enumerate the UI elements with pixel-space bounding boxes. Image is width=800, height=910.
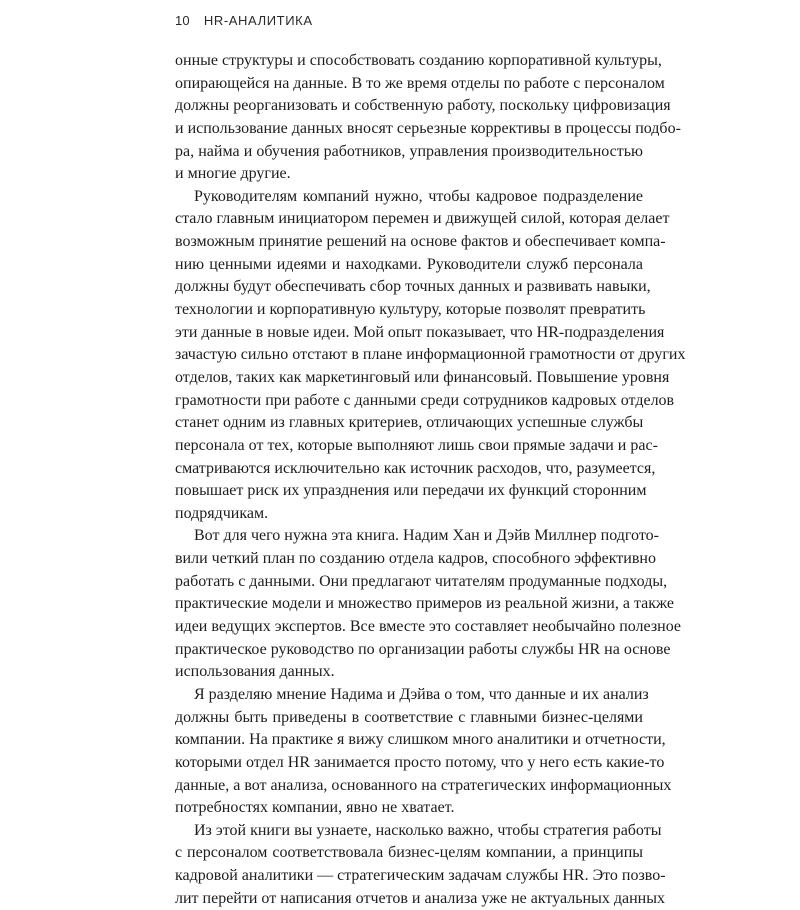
paragraph (175, 525, 682, 683)
text-line: Я разделяю мнение Надима и Дэйва о том, что данные и их анализ (194, 685, 649, 703)
body-text (175, 50, 686, 910)
text-line: и многие другие. (175, 165, 291, 183)
text-line: грамотности при работе с данными среди сотрудников кадровых отделов (175, 391, 675, 409)
running-title: HR-АНАЛИТИКА (203, 13, 313, 28)
paragraph (175, 186, 686, 526)
text-line: возможным принятие решений на основе фактов и обеспечивает компа- (175, 233, 666, 251)
text-line: Руководителям компаний нужно, чтобы кадровое подразделение (194, 187, 643, 205)
paragraph (175, 50, 681, 186)
text-line: персонала от тех, которые выполняют лишь свои прямые задачи и рас- (175, 436, 658, 454)
text-line: лит перейти от написания отчетов и анализа уже не актуальных данных (175, 889, 665, 907)
text-line: эти данные в новые идеи. Мой опыт показывает, что HR-подразделения (175, 323, 665, 341)
text-line: стало главным инициатором перемен и движущей силой, которая делает (175, 210, 670, 228)
text-line: подрядчикам. (175, 504, 269, 522)
text-line: потребностях компании, явно не хватает. (175, 799, 455, 817)
text-line: должны быть приведены в соответствие с главными бизнес-целями (175, 708, 643, 726)
paragraph (175, 820, 666, 910)
text-line: станет одним из главных критериев, отличающих успешные службы (175, 414, 644, 432)
text-line: кадровой аналитики — стратегическим задачам службы HR. Это позво- (175, 867, 666, 885)
text-line: идеи ведущих экспертов. Все вместе это составляет необычайно полезное (175, 618, 682, 636)
text-line: опирающейся на данные. В то же время отделы по работе с персоналом (175, 74, 665, 92)
text-line: вили четкий план по созданию отдела кадров, способного эффективно (175, 550, 656, 568)
text-line: должны будут обеспечивать сбор точных данных и развивать навыки, (175, 278, 651, 296)
text-line: работать с данными. Они предлагают читателям продуманные подходы, (175, 572, 668, 590)
text-line: практические модели и множество примеров из реальной жизни, а также (175, 595, 674, 613)
text-line: зачастую сильно отстают в плане информационной грамотности от других (175, 346, 686, 364)
text-line: данные, а вот анализа, основанного на стратегических информационных (175, 776, 672, 794)
text-line: практическое руководство по организации работы службы HR на основе (175, 640, 671, 658)
text-line: онные структуры и способствовать созданию корпоративной культуры, (175, 52, 662, 69)
text-line: компании. На практике я вижу слишком много аналитики и отчетности, (175, 731, 666, 749)
paragraph (175, 684, 672, 820)
text-line: сматриваются исключительно как источник расходов, что, разумеется, (175, 459, 656, 477)
text-line: нию ценными идеями и находками. Руководители служб персонала (175, 255, 643, 273)
text-line: и использование данных вносят серьезные коррективы в процессы подбо- (175, 119, 681, 137)
text-line: использования данных. (175, 663, 335, 681)
text-line: с персоналом соответствовала бизнес-целям компании, а принципы (175, 844, 643, 862)
text-line: отделов, таких как маркетинговый или финансовый. Повышение уровня (175, 368, 670, 386)
text-line: должны реорганизовать и собственную работу, поскольку цифровизация (175, 97, 671, 115)
text-line: технологии и корпоративную культуру, которые позволят превратить (175, 301, 646, 319)
running-header (175, 13, 313, 28)
text-line: которыми отдел HR занимается просто потому, что у него есть какие-то (175, 753, 665, 771)
text-line: повышает риск их упразднения или передачи их функций сторонним (175, 482, 647, 500)
text-line: Из этой книги вы узнаете, насколько важно, чтобы стратегия работы (194, 821, 662, 839)
text-line: Вот для чего нужна эта книга. Надим Хан и Дэйв Миллнер подгото- (194, 527, 659, 545)
text-line: ра, найма и обучения работников, управления производительностью (175, 142, 643, 160)
page-number: 10 (175, 13, 190, 28)
